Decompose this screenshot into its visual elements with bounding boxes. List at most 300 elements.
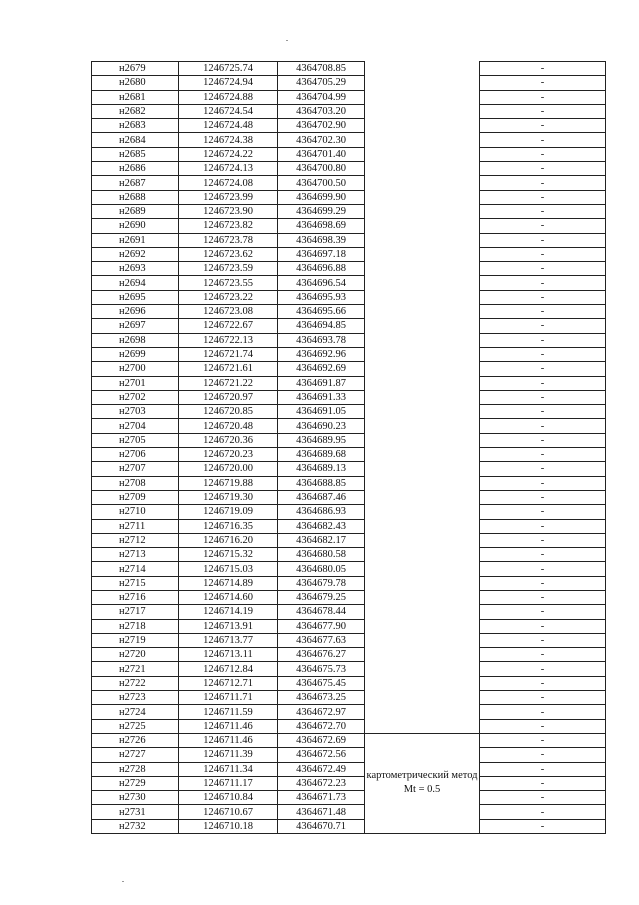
table-row bbox=[92, 204, 606, 218]
method-cell bbox=[365, 605, 480, 619]
point-name-cell: н2682 bbox=[92, 104, 179, 118]
y-coordinate-cell: 4364705.29 bbox=[278, 76, 365, 90]
x-coordinate-cell: 1246720.23 bbox=[179, 448, 278, 462]
y-coordinate-cell: 4364697.18 bbox=[278, 247, 365, 261]
table-row bbox=[92, 548, 606, 562]
accuracy-cell: - bbox=[480, 533, 606, 547]
y-coordinate-cell: 4364672.69 bbox=[278, 733, 365, 747]
accuracy-cell: - bbox=[480, 119, 606, 133]
x-coordinate-cell: 1246721.74 bbox=[179, 347, 278, 361]
table-row bbox=[92, 490, 606, 504]
method-cell bbox=[365, 362, 480, 376]
y-coordinate-cell: 4364692.69 bbox=[278, 362, 365, 376]
table-row bbox=[92, 219, 606, 233]
table-row bbox=[92, 290, 606, 304]
table-row bbox=[92, 448, 606, 462]
point-name-cell: н2720 bbox=[92, 648, 179, 662]
y-coordinate-cell: 4364689.68 bbox=[278, 448, 365, 462]
x-coordinate-cell: 1246724.13 bbox=[179, 162, 278, 176]
table-row bbox=[92, 805, 606, 819]
table-row bbox=[92, 705, 606, 719]
accuracy-cell: - bbox=[480, 204, 606, 218]
point-name-cell: н2712 bbox=[92, 533, 179, 547]
table-row bbox=[92, 190, 606, 204]
accuracy-cell: - bbox=[480, 505, 606, 519]
y-coordinate-cell: 4364682.43 bbox=[278, 519, 365, 533]
accuracy-cell: - bbox=[480, 748, 606, 762]
point-name-cell: н2719 bbox=[92, 633, 179, 647]
x-coordinate-cell: 1246712.84 bbox=[179, 662, 278, 676]
x-coordinate-cell: 1246711.71 bbox=[179, 691, 278, 705]
point-name-cell: н2690 bbox=[92, 219, 179, 233]
x-coordinate-cell: 1246720.00 bbox=[179, 462, 278, 476]
accuracy-cell: - bbox=[480, 619, 606, 633]
y-coordinate-cell: 4364672.97 bbox=[278, 705, 365, 719]
table-row bbox=[92, 390, 606, 404]
x-coordinate-cell: 1246724.38 bbox=[179, 133, 278, 147]
x-coordinate-cell: 1246713.11 bbox=[179, 648, 278, 662]
method-cell bbox=[365, 119, 480, 133]
method-cell bbox=[365, 533, 480, 547]
accuracy-cell: - bbox=[480, 519, 606, 533]
y-coordinate-cell: 4364672.23 bbox=[278, 776, 365, 790]
point-name-cell: н2707 bbox=[92, 462, 179, 476]
x-coordinate-cell: 1246723.90 bbox=[179, 204, 278, 218]
method-cell bbox=[365, 390, 480, 404]
x-coordinate-cell: 1246724.48 bbox=[179, 119, 278, 133]
x-coordinate-cell: 1246711.59 bbox=[179, 705, 278, 719]
table-row bbox=[92, 648, 606, 662]
y-coordinate-cell: 4364672.56 bbox=[278, 748, 365, 762]
table-row bbox=[92, 619, 606, 633]
accuracy-cell: - bbox=[480, 548, 606, 562]
point-name-cell: н2686 bbox=[92, 162, 179, 176]
accuracy-cell: - bbox=[480, 290, 606, 304]
table-row bbox=[92, 691, 606, 705]
method-cell bbox=[365, 576, 480, 590]
table-row bbox=[92, 519, 606, 533]
point-name-cell: н2724 bbox=[92, 705, 179, 719]
method-cell bbox=[365, 162, 480, 176]
method-cell bbox=[365, 519, 480, 533]
accuracy-cell: - bbox=[480, 562, 606, 576]
point-name-cell: н2710 bbox=[92, 505, 179, 519]
method-cell bbox=[365, 505, 480, 519]
table-row bbox=[92, 433, 606, 447]
y-coordinate-cell: 4364691.87 bbox=[278, 376, 365, 390]
point-name-cell: н2714 bbox=[92, 562, 179, 576]
accuracy-cell: - bbox=[480, 190, 606, 204]
table-row bbox=[92, 319, 606, 333]
point-name-cell: н2728 bbox=[92, 762, 179, 776]
method-cell bbox=[365, 590, 480, 604]
x-coordinate-cell: 1246720.85 bbox=[179, 405, 278, 419]
y-coordinate-cell: 4364702.90 bbox=[278, 119, 365, 133]
table-row bbox=[92, 147, 606, 161]
table-row bbox=[92, 633, 606, 647]
point-name-cell: н2711 bbox=[92, 519, 179, 533]
accuracy-cell: - bbox=[480, 662, 606, 676]
y-coordinate-cell: 4364671.73 bbox=[278, 791, 365, 805]
x-coordinate-cell: 1246719.30 bbox=[179, 490, 278, 504]
table-row bbox=[92, 791, 606, 805]
accuracy-cell: - bbox=[480, 490, 606, 504]
x-coordinate-cell: 1246723.22 bbox=[179, 290, 278, 304]
y-coordinate-cell: 4364689.13 bbox=[278, 462, 365, 476]
point-name-cell: н2694 bbox=[92, 276, 179, 290]
y-coordinate-cell: 4364676.27 bbox=[278, 648, 365, 662]
method-cell bbox=[365, 376, 480, 390]
x-coordinate-cell: 1246713.91 bbox=[179, 619, 278, 633]
x-coordinate-cell: 1246722.67 bbox=[179, 319, 278, 333]
point-name-cell: н2692 bbox=[92, 247, 179, 261]
x-coordinate-cell: 1246711.46 bbox=[179, 733, 278, 747]
y-coordinate-cell: 4364690.23 bbox=[278, 419, 365, 433]
y-coordinate-cell: 4364696.88 bbox=[278, 262, 365, 276]
point-name-cell: н2701 bbox=[92, 376, 179, 390]
table-row bbox=[92, 62, 606, 76]
table-row bbox=[92, 533, 606, 547]
x-coordinate-cell: 1246724.54 bbox=[179, 104, 278, 118]
point-name-cell: н2684 bbox=[92, 133, 179, 147]
y-coordinate-cell: 4364677.63 bbox=[278, 633, 365, 647]
accuracy-cell: - bbox=[480, 276, 606, 290]
method-cell bbox=[365, 676, 480, 690]
table-row bbox=[92, 333, 606, 347]
y-coordinate-cell: 4364700.80 bbox=[278, 162, 365, 176]
point-name-cell: н2683 bbox=[92, 119, 179, 133]
x-coordinate-cell: 1246723.99 bbox=[179, 190, 278, 204]
method-merged-cell: картометрический метод Mt = 0.5 bbox=[365, 733, 480, 833]
y-coordinate-cell: 4364693.78 bbox=[278, 333, 365, 347]
table-row bbox=[92, 305, 606, 319]
x-coordinate-cell: 1246723.82 bbox=[179, 219, 278, 233]
point-name-cell: н2687 bbox=[92, 176, 179, 190]
y-coordinate-cell: 4364708.85 bbox=[278, 62, 365, 76]
accuracy-cell: - bbox=[480, 62, 606, 76]
x-coordinate-cell: 1246716.20 bbox=[179, 533, 278, 547]
y-coordinate-cell: 4364698.69 bbox=[278, 219, 365, 233]
accuracy-cell: - bbox=[480, 448, 606, 462]
table-row bbox=[92, 662, 606, 676]
accuracy-cell: - bbox=[480, 247, 606, 261]
point-name-cell: н2727 bbox=[92, 748, 179, 762]
method-cell bbox=[365, 419, 480, 433]
accuracy-cell: - bbox=[480, 319, 606, 333]
point-name-cell: н2688 bbox=[92, 190, 179, 204]
method-cell bbox=[365, 319, 480, 333]
table-row bbox=[92, 76, 606, 90]
table-row bbox=[92, 733, 606, 747]
table-row bbox=[92, 262, 606, 276]
accuracy-cell: - bbox=[480, 262, 606, 276]
method-cell bbox=[365, 619, 480, 633]
y-coordinate-cell: 4364703.20 bbox=[278, 104, 365, 118]
point-name-cell: н2689 bbox=[92, 204, 179, 218]
point-name-cell: н2713 bbox=[92, 548, 179, 562]
y-coordinate-cell: 4364675.73 bbox=[278, 662, 365, 676]
method-cell bbox=[365, 548, 480, 562]
x-coordinate-cell: 1246723.78 bbox=[179, 233, 278, 247]
point-name-cell: н2698 bbox=[92, 333, 179, 347]
point-name-cell: н2680 bbox=[92, 76, 179, 90]
accuracy-cell: - bbox=[480, 347, 606, 361]
table-row bbox=[92, 776, 606, 790]
accuracy-cell: - bbox=[480, 733, 606, 747]
y-coordinate-cell: 4364692.96 bbox=[278, 347, 365, 361]
method-cell bbox=[365, 247, 480, 261]
y-coordinate-cell: 4364673.25 bbox=[278, 691, 365, 705]
x-coordinate-cell: 1246710.84 bbox=[179, 791, 278, 805]
method-cell bbox=[365, 190, 480, 204]
table-row bbox=[92, 462, 606, 476]
x-coordinate-cell: 1246723.08 bbox=[179, 305, 278, 319]
x-coordinate-cell: 1246724.08 bbox=[179, 176, 278, 190]
accuracy-cell: - bbox=[480, 233, 606, 247]
point-name-cell: н2693 bbox=[92, 262, 179, 276]
point-name-cell: н2685 bbox=[92, 147, 179, 161]
accuracy-cell: - bbox=[480, 605, 606, 619]
table-row bbox=[92, 133, 606, 147]
accuracy-cell: - bbox=[480, 333, 606, 347]
accuracy-cell: - bbox=[480, 705, 606, 719]
method-cell bbox=[365, 405, 480, 419]
x-coordinate-cell: 1246720.48 bbox=[179, 419, 278, 433]
x-coordinate-cell: 1246721.22 bbox=[179, 376, 278, 390]
table-row bbox=[92, 347, 606, 361]
method-cell bbox=[365, 76, 480, 90]
x-coordinate-cell: 1246714.89 bbox=[179, 576, 278, 590]
method-cell bbox=[365, 305, 480, 319]
accuracy-cell: - bbox=[480, 147, 606, 161]
table-row bbox=[92, 676, 606, 690]
method-cell bbox=[365, 347, 480, 361]
y-coordinate-cell: 4364689.95 bbox=[278, 433, 365, 447]
point-name-cell: н2723 bbox=[92, 691, 179, 705]
point-name-cell: н2696 bbox=[92, 305, 179, 319]
point-name-cell: н2725 bbox=[92, 719, 179, 733]
table-row bbox=[92, 90, 606, 104]
x-coordinate-cell: 1246721.61 bbox=[179, 362, 278, 376]
point-name-cell: н2681 bbox=[92, 90, 179, 104]
method-cell bbox=[365, 262, 480, 276]
table-row bbox=[92, 719, 606, 733]
table-row bbox=[92, 590, 606, 604]
x-coordinate-cell: 1246713.77 bbox=[179, 633, 278, 647]
point-name-cell: н2730 bbox=[92, 791, 179, 805]
accuracy-cell: - bbox=[480, 691, 606, 705]
method-cell bbox=[365, 691, 480, 705]
y-coordinate-cell: 4364695.66 bbox=[278, 305, 365, 319]
x-coordinate-cell: 1246711.39 bbox=[179, 748, 278, 762]
x-coordinate-cell: 1246715.03 bbox=[179, 562, 278, 576]
y-coordinate-cell: 4364694.85 bbox=[278, 319, 365, 333]
y-coordinate-cell: 4364695.93 bbox=[278, 290, 365, 304]
table-row bbox=[92, 362, 606, 376]
point-name-cell: н2726 bbox=[92, 733, 179, 747]
table-row bbox=[92, 605, 606, 619]
x-coordinate-cell: 1246714.60 bbox=[179, 590, 278, 604]
accuracy-cell: - bbox=[480, 90, 606, 104]
point-name-cell: н2708 bbox=[92, 476, 179, 490]
method-cell bbox=[365, 490, 480, 504]
y-coordinate-cell: 4364696.54 bbox=[278, 276, 365, 290]
y-coordinate-cell: 4364687.46 bbox=[278, 490, 365, 504]
table-row bbox=[92, 276, 606, 290]
y-coordinate-cell: 4364698.39 bbox=[278, 233, 365, 247]
method-cell bbox=[365, 290, 480, 304]
accuracy-cell: - bbox=[480, 791, 606, 805]
y-coordinate-cell: 4364679.25 bbox=[278, 590, 365, 604]
x-coordinate-cell: 1246710.67 bbox=[179, 805, 278, 819]
accuracy-cell: - bbox=[480, 219, 606, 233]
method-cell bbox=[365, 462, 480, 476]
accuracy-cell: - bbox=[480, 104, 606, 118]
point-name-cell: н2721 bbox=[92, 662, 179, 676]
y-coordinate-cell: 4364691.05 bbox=[278, 405, 365, 419]
accuracy-cell: - bbox=[480, 362, 606, 376]
accuracy-cell: - bbox=[480, 462, 606, 476]
table-row bbox=[92, 104, 606, 118]
x-coordinate-cell: 1246723.55 bbox=[179, 276, 278, 290]
point-name-cell: н2706 bbox=[92, 448, 179, 462]
x-coordinate-cell: 1246711.34 bbox=[179, 762, 278, 776]
table-row bbox=[92, 233, 606, 247]
point-name-cell: н2699 bbox=[92, 347, 179, 361]
accuracy-cell: - bbox=[480, 376, 606, 390]
accuracy-cell: - bbox=[480, 676, 606, 690]
x-coordinate-cell: 1246716.35 bbox=[179, 519, 278, 533]
table-row bbox=[92, 819, 606, 833]
table-row bbox=[92, 762, 606, 776]
accuracy-cell: - bbox=[480, 162, 606, 176]
method-cell bbox=[365, 276, 480, 290]
y-coordinate-cell: 4364699.90 bbox=[278, 190, 365, 204]
point-name-cell: н2718 bbox=[92, 619, 179, 633]
point-name-cell: н2700 bbox=[92, 362, 179, 376]
method-cell bbox=[365, 705, 480, 719]
table-row bbox=[92, 176, 606, 190]
y-coordinate-cell: 4364682.17 bbox=[278, 533, 365, 547]
x-coordinate-cell: 1246724.22 bbox=[179, 147, 278, 161]
accuracy-cell: - bbox=[480, 390, 606, 404]
table-row bbox=[92, 476, 606, 490]
method-cell bbox=[365, 219, 480, 233]
y-coordinate-cell: 4364702.30 bbox=[278, 133, 365, 147]
y-coordinate-cell: 4364691.33 bbox=[278, 390, 365, 404]
table-row bbox=[92, 376, 606, 390]
accuracy-cell: - bbox=[480, 405, 606, 419]
point-name-cell: н2703 bbox=[92, 405, 179, 419]
accuracy-cell: - bbox=[480, 176, 606, 190]
y-coordinate-cell: 4364672.70 bbox=[278, 719, 365, 733]
accuracy-cell: - bbox=[480, 776, 606, 790]
method-cell bbox=[365, 662, 480, 676]
method-cell bbox=[365, 133, 480, 147]
y-coordinate-cell: 4364680.05 bbox=[278, 562, 365, 576]
y-coordinate-cell: 4364688.85 bbox=[278, 476, 365, 490]
table-row bbox=[92, 162, 606, 176]
x-coordinate-cell: 1246710.18 bbox=[179, 819, 278, 833]
accuracy-cell: - bbox=[480, 305, 606, 319]
table-row bbox=[92, 748, 606, 762]
y-coordinate-cell: 4364680.58 bbox=[278, 548, 365, 562]
method-cell bbox=[365, 62, 480, 76]
x-coordinate-cell: 1246725.74 bbox=[179, 62, 278, 76]
y-coordinate-cell: 4364701.40 bbox=[278, 147, 365, 161]
y-coordinate-cell: 4364670.71 bbox=[278, 819, 365, 833]
y-coordinate-cell: 4364675.45 bbox=[278, 676, 365, 690]
x-coordinate-cell: 1246722.13 bbox=[179, 333, 278, 347]
x-coordinate-cell: 1246724.94 bbox=[179, 76, 278, 90]
accuracy-cell: - bbox=[480, 719, 606, 733]
y-coordinate-cell: 4364678.44 bbox=[278, 605, 365, 619]
method-cell bbox=[365, 433, 480, 447]
table-row bbox=[92, 405, 606, 419]
y-coordinate-cell: 4364677.90 bbox=[278, 619, 365, 633]
x-coordinate-cell: 1246723.62 bbox=[179, 247, 278, 261]
y-coordinate-cell: 4364679.78 bbox=[278, 576, 365, 590]
table-row bbox=[92, 247, 606, 261]
point-name-cell: н2702 bbox=[92, 390, 179, 404]
scan-speck bbox=[286, 40, 288, 41]
table-row bbox=[92, 419, 606, 433]
accuracy-cell: - bbox=[480, 433, 606, 447]
point-name-cell: н2704 bbox=[92, 419, 179, 433]
point-name-cell: н2705 bbox=[92, 433, 179, 447]
y-coordinate-cell: 4364704.99 bbox=[278, 90, 365, 104]
point-name-cell: н2709 bbox=[92, 490, 179, 504]
method-cell bbox=[365, 176, 480, 190]
x-coordinate-cell: 1246711.17 bbox=[179, 776, 278, 790]
accuracy-cell: - bbox=[480, 633, 606, 647]
accuracy-cell: - bbox=[480, 576, 606, 590]
method-cell bbox=[365, 562, 480, 576]
y-coordinate-cell: 4364686.93 bbox=[278, 505, 365, 519]
x-coordinate-cell: 1246714.19 bbox=[179, 605, 278, 619]
accuracy-cell: - bbox=[480, 590, 606, 604]
point-name-cell: н2729 bbox=[92, 776, 179, 790]
point-name-cell: н2732 bbox=[92, 819, 179, 833]
point-name-cell: н2717 bbox=[92, 605, 179, 619]
method-cell bbox=[365, 633, 480, 647]
accuracy-cell: - bbox=[480, 648, 606, 662]
point-name-cell: н2715 bbox=[92, 576, 179, 590]
table-row bbox=[92, 119, 606, 133]
method-cell bbox=[365, 104, 480, 118]
accuracy-cell: - bbox=[480, 476, 606, 490]
accuracy-cell: - bbox=[480, 819, 606, 833]
x-coordinate-cell: 1246719.88 bbox=[179, 476, 278, 490]
x-coordinate-cell: 1246711.46 bbox=[179, 719, 278, 733]
x-coordinate-cell: 1246712.71 bbox=[179, 676, 278, 690]
y-coordinate-cell: 4364671.48 bbox=[278, 805, 365, 819]
table-row bbox=[92, 562, 606, 576]
y-coordinate-cell: 4364672.49 bbox=[278, 762, 365, 776]
point-name-cell: н2697 bbox=[92, 319, 179, 333]
point-name-cell: н2722 bbox=[92, 676, 179, 690]
coordinates-table bbox=[91, 61, 606, 834]
method-cell bbox=[365, 648, 480, 662]
table-row bbox=[92, 576, 606, 590]
accuracy-cell: - bbox=[480, 76, 606, 90]
point-name-cell: н2716 bbox=[92, 590, 179, 604]
x-coordinate-cell: 1246715.32 bbox=[179, 548, 278, 562]
point-name-cell: н2679 bbox=[92, 62, 179, 76]
accuracy-cell: - bbox=[480, 419, 606, 433]
point-name-cell: н2731 bbox=[92, 805, 179, 819]
method-cell bbox=[365, 233, 480, 247]
